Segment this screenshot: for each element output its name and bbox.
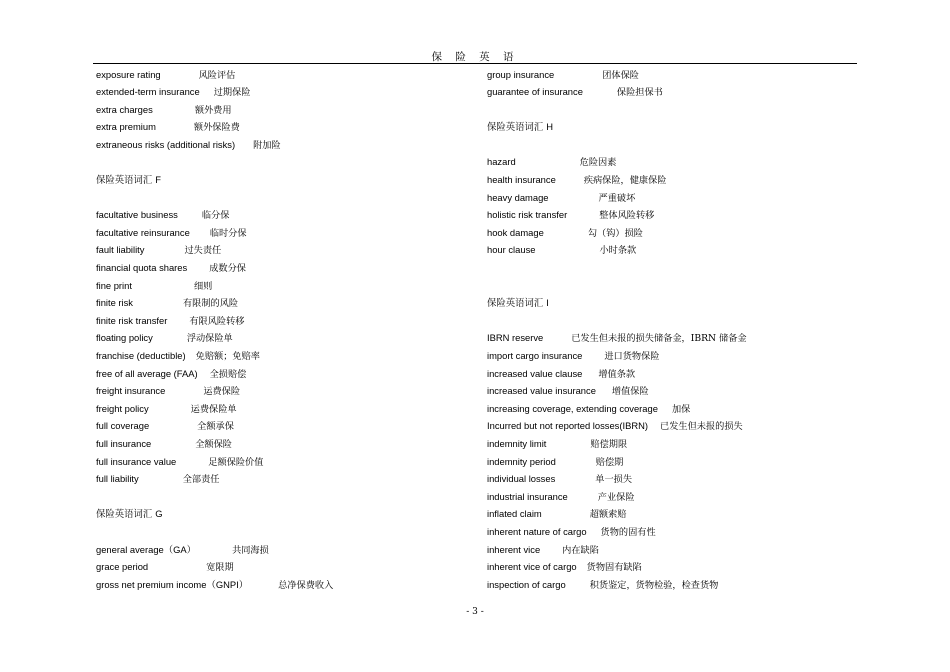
- blank-line: [487, 259, 857, 277]
- entry-term: increased value clause: [487, 367, 583, 379]
- entry-translation: 已发生但未报的损失储备金，IBRN 储备金: [571, 333, 747, 345]
- entry-translation: 额外保险费: [193, 122, 240, 134]
- entry-term: inherent vice of cargo: [487, 561, 577, 573]
- entry-term: guarantee of insurance: [487, 86, 583, 98]
- entry-translation: 附加险: [253, 139, 281, 151]
- entry-translation: 严重破坏: [598, 192, 636, 204]
- section-heading-text: 保险英语词汇: [487, 122, 544, 134]
- entry-term: IBRN reserve: [487, 332, 544, 344]
- glossary-entry: [487, 417, 857, 435]
- glossary-entry: [487, 347, 857, 365]
- glossary-entry: [487, 66, 857, 84]
- entry-translation: 增值保险: [611, 386, 649, 398]
- glossary-entry: [487, 541, 857, 559]
- glossary-entry: [96, 365, 466, 383]
- blank-line: [96, 153, 466, 171]
- glossary-entry: [96, 294, 466, 312]
- glossary-entry: [96, 259, 466, 277]
- glossary-entry: [96, 312, 466, 330]
- glossary-entry: [487, 382, 857, 400]
- entry-term: indemnity period: [487, 455, 556, 467]
- entry-term: finite risk transfer: [96, 314, 168, 326]
- entry-translation: 免赔额；免赔率: [195, 351, 260, 362]
- section-heading-letter: H: [546, 121, 554, 133]
- entry-translation: 临分保: [201, 210, 230, 222]
- entry-translation: 小时条款: [599, 245, 637, 257]
- glossary-entry: [96, 417, 466, 435]
- section-heading: [487, 294, 857, 312]
- entry-translation: 团体保险: [602, 69, 639, 81]
- entry-translation: 运费保险单: [190, 403, 237, 415]
- blank-line: [487, 277, 857, 295]
- header-rule: [93, 63, 857, 64]
- entry-term: facultative reinsurance: [96, 226, 190, 238]
- glossary-entry: [96, 241, 466, 259]
- entry-term: exposure rating: [96, 68, 161, 80]
- glossary-entry: [96, 382, 466, 400]
- glossary-entry: [96, 347, 466, 365]
- entry-term: full insurance: [96, 437, 152, 449]
- section-heading: [487, 118, 857, 136]
- entry-translation: 增值条款: [598, 368, 636, 380]
- glossary-entry: [487, 488, 857, 506]
- glossary-entry: [96, 224, 466, 242]
- glossary-entry: [487, 576, 857, 594]
- glossary-entry: [96, 329, 466, 347]
- entry-translation: 赔偿期限: [590, 438, 628, 450]
- glossary-entry: [487, 241, 857, 259]
- entry-term: full coverage: [96, 420, 150, 432]
- entry-translation: 保险担保书: [616, 87, 663, 99]
- section-heading-text: 保险英语词汇: [96, 509, 153, 521]
- entry-translation: 勾（钩）损险: [587, 227, 643, 239]
- entry-term: inflated claim: [487, 508, 542, 520]
- section-heading-letter: I: [546, 297, 549, 309]
- entry-translation: 产业保险: [597, 491, 635, 503]
- entry-term: fine print: [96, 279, 132, 291]
- entry-term: individual losses: [487, 473, 556, 485]
- entry-term: inherent vice: [487, 543, 541, 555]
- entry-term: full liability: [96, 473, 139, 485]
- glossary-entry: [487, 505, 857, 523]
- entry-translation: 细则: [193, 280, 213, 292]
- glossary-entry: [96, 558, 466, 576]
- glossary-entry: [487, 329, 857, 347]
- glossary-entry: [96, 435, 466, 453]
- entry-term: Incurred but not reported losses(IBRN): [487, 420, 649, 432]
- blank-line: [96, 488, 466, 506]
- entry-translation: 足额保险价值: [208, 456, 264, 468]
- blank-line: [487, 101, 857, 119]
- glossary-entry: [96, 83, 466, 101]
- entry-translation: 有限风险转移: [189, 315, 245, 327]
- entry-translation: 货物的固有性: [600, 526, 656, 538]
- entry-term: holistic risk transfer: [487, 209, 568, 221]
- entry-term: grace period: [96, 561, 149, 573]
- glossary-entry: [487, 206, 857, 224]
- glossary-entry: [487, 558, 857, 576]
- section-heading-text: 保险英语词汇: [96, 175, 153, 187]
- entry-term: extra charges: [96, 103, 153, 115]
- glossary-entry: [96, 576, 466, 594]
- entry-translation: 危险因素: [579, 157, 617, 169]
- page-number: - 3 -: [466, 607, 484, 617]
- glossary-entry: [487, 189, 857, 207]
- entry-translation: 全损赔偿: [209, 368, 247, 380]
- entry-term: floating policy: [96, 332, 153, 344]
- entry-translation: 全额保险: [195, 438, 232, 450]
- entry-translation: 赔偿期: [595, 456, 624, 468]
- entry-translation: 宽限期: [206, 562, 234, 574]
- entry-translation: 加保: [671, 403, 691, 415]
- entry-term: finite risk: [96, 297, 133, 309]
- entry-translation: 疾病保险，健康保险: [583, 175, 667, 187]
- glossary-entry: [96, 118, 466, 136]
- blank-line: [96, 523, 466, 541]
- glossary-entry: [96, 400, 466, 418]
- entry-translation: 超额索赔: [589, 509, 627, 521]
- entry-translation: 单一损失: [595, 474, 633, 486]
- glossary-entry: [487, 470, 857, 488]
- entry-translation: 过期保险: [213, 87, 251, 99]
- glossary-entry: [96, 541, 466, 559]
- glossary-entry: [487, 224, 857, 242]
- entry-translation: 过失责任: [184, 245, 222, 257]
- entry-term: import cargo insurance: [487, 350, 583, 361]
- glossary-entry: [487, 83, 857, 101]
- entry-translation: 浮动保险单: [186, 333, 233, 345]
- entry-translation: 共同海损: [232, 544, 269, 556]
- entry-term: inspection of cargo: [487, 578, 566, 590]
- entry-term: fault liability: [96, 244, 145, 256]
- entry-term: extra premium: [96, 121, 156, 133]
- entry-translation: 成数分保: [209, 263, 246, 275]
- glossary-entry: [487, 453, 857, 471]
- entry-term: freight policy: [96, 402, 149, 414]
- entry-term: increasing coverage, extending coverage: [487, 402, 658, 414]
- entry-translation: 有限制的风险: [183, 298, 239, 310]
- glossary-entry: [96, 206, 466, 224]
- entry-term: hazard: [487, 156, 516, 168]
- glossary-entry: [487, 365, 857, 383]
- right-column: [487, 66, 857, 594]
- entry-term: franchise (deductible): [96, 350, 186, 361]
- entry-translation: 临时分保: [209, 227, 247, 239]
- entry-term: inherent nature of cargo: [487, 525, 587, 537]
- entry-term: hour clause: [487, 244, 536, 256]
- entry-term: freight insurance: [96, 385, 166, 397]
- entry-term: gross net premium income（GNPI）: [96, 578, 249, 590]
- entry-term: financial quota shares: [96, 262, 188, 274]
- section-heading-letter: F: [155, 174, 161, 186]
- entry-translation: 风险评估: [198, 69, 236, 81]
- entry-term: industrial insurance: [487, 490, 568, 502]
- glossary-entry: [96, 136, 466, 154]
- entry-term: full insurance value: [96, 455, 177, 467]
- glossary-entry: [487, 435, 857, 453]
- glossary-entry: [96, 66, 466, 84]
- entry-term: extraneous risks (additional risks): [96, 138, 236, 150]
- glossary-entry: [96, 101, 466, 119]
- blank-line: [96, 189, 466, 207]
- entry-translation: 积货鉴定，货物检验，检查货物: [589, 579, 719, 591]
- entry-translation: 货物固有缺陷: [586, 562, 642, 574]
- blank-line: [487, 312, 857, 330]
- entry-term: extended-term insurance: [96, 86, 200, 98]
- entry-translation: 整体风险转移: [599, 210, 655, 222]
- section-heading: [96, 171, 466, 189]
- entry-term: general average（GA）: [96, 543, 197, 555]
- entry-term: heavy damage: [487, 191, 549, 203]
- entry-translation: 全部责任: [182, 474, 220, 486]
- entry-translation: 已发生但未报的损失: [660, 421, 743, 433]
- entry-translation: 内在缺陷: [562, 544, 599, 556]
- entry-translation: 额外费用: [194, 104, 232, 116]
- section-heading-text: 保险英语词汇: [487, 298, 544, 310]
- entry-term: hook damage: [487, 226, 544, 238]
- glossary-entry: [487, 523, 857, 541]
- glossary-entry: [96, 470, 466, 488]
- glossary-entry: [96, 453, 466, 471]
- entry-term: health insurance: [487, 174, 556, 186]
- left-column: [96, 66, 466, 594]
- entry-term: indemnity limit: [487, 437, 547, 449]
- entry-translation: 运费保险: [203, 386, 241, 398]
- section-heading: [96, 505, 466, 523]
- entry-term: facultative business: [96, 209, 178, 221]
- glossary-entry: [487, 153, 857, 171]
- section-heading-letter: G: [155, 508, 163, 520]
- page-header-title: 保 险 英 语: [431, 51, 519, 63]
- entry-translation: 全额承保: [197, 421, 234, 433]
- glossary-entry: [96, 277, 466, 295]
- entry-term: group insurance: [487, 68, 555, 80]
- entry-term: increased value insurance: [487, 385, 596, 397]
- blank-line: [487, 136, 857, 154]
- entry-translation: 总净保费收入: [278, 579, 334, 591]
- glossary-entry: [487, 171, 857, 189]
- entry-translation: 进口货物保险: [604, 351, 660, 362]
- entry-term: free of all average (FAA): [96, 367, 198, 379]
- glossary-entry: [487, 400, 857, 418]
